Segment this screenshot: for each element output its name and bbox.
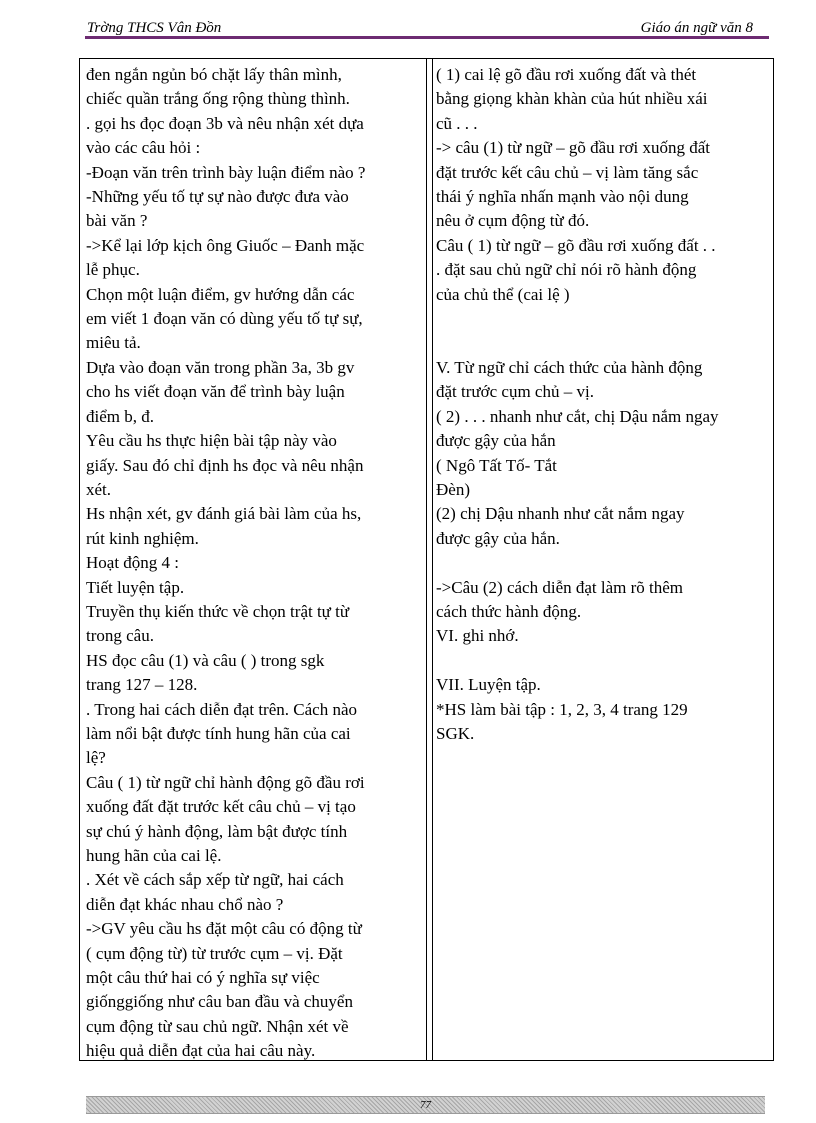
header-rule — [85, 36, 769, 39]
text-line: lệ? — [86, 748, 106, 768]
text-line: ->Kể lại lớp kịch ông Giuốc – Đanh mặc — [86, 235, 365, 255]
text-line: -Đoạn văn trên trình bày luận điểm nào ? — [86, 162, 366, 182]
page-footer — [86, 1096, 765, 1114]
text-line: VI. ghi nhớ. — [436, 626, 519, 646]
text-line: trong câu. — [86, 626, 154, 646]
text-line: giốnggiống như câu ban đầu và chuyển — [86, 992, 353, 1012]
text-line: rút kinh nghiệm. — [86, 528, 199, 548]
text-line: *HS làm bài tập : 1, 2, 3, 4 trang 129 — [436, 699, 688, 719]
text-line: ->Câu (2) cách diễn đạt làm rõ thêm — [436, 577, 684, 597]
page-header — [85, 18, 769, 38]
column-divider-inner — [432, 59, 433, 1060]
text-line: -> câu (1) từ ngữ – gõ đầu rơi xuống đất — [436, 138, 711, 158]
text-line: ( cụm động từ) từ trước cụm – vị. Đặt — [86, 943, 343, 963]
text-line: được gậy của hắn. — [436, 528, 560, 548]
text-line: ( 2) . . . nhanh như cắt, chị Dậu nắm ngay — [436, 406, 719, 426]
text-line: hung hãn của cai lệ. — [86, 846, 222, 865]
text-line: hiệu quả diễn đạt của hai câu này. — [86, 1041, 316, 1061]
text-line: giấy. Sau đó chỉ định hs đọc và nêu nhận — [86, 455, 364, 475]
text-line: điểm b, đ. — [86, 406, 154, 426]
text-line: xuống đất đặt trước kết câu chủ – vị tạo — [86, 797, 356, 817]
text-line: một câu thứ hai có ý nghĩa sự việc — [86, 968, 320, 988]
lesson-content-column — [436, 63, 766, 746]
text-line: Tiết luyện tập. — [86, 577, 185, 597]
text-line: đặt trước cụm chủ – vị. — [436, 382, 594, 402]
text-line: Chọn một luận điểm, gv hướng dẫn các — [86, 284, 355, 304]
text-line: miêu tả. — [86, 333, 141, 353]
text-line: vào các câu hỏi : — [86, 138, 201, 158]
text-line: trang 127 – 128. — [86, 675, 198, 695]
teacher-student-activities-column — [86, 63, 422, 1064]
text-line: của chủ thể (cai lệ ) — [436, 284, 570, 304]
text-line: đặt trước kết câu chủ – vị làm tăng sắc — [436, 162, 699, 182]
text-line: cụm động từ sau chủ ngữ. Nhận xét về — [86, 1016, 349, 1036]
text-line: VII. Luyện tập. — [436, 675, 541, 695]
text-line: cách thức hành động. — [436, 601, 582, 621]
text-line: Dựa vào đoạn văn trong phần 3a, 3b gv — [86, 357, 355, 377]
text-line: xét. — [86, 479, 112, 499]
text-line: thái ý nghĩa nhấn mạnh vào nội dung — [436, 187, 689, 207]
text-line: (2) chị Dậu nhanh như cắt nắm ngay — [436, 504, 685, 524]
text-line: bằng giọng khàn khàn của hút nhiều xái — [436, 89, 708, 109]
text-line: Truyền thụ kiến thức về chọn trật tự từ — [86, 601, 350, 621]
text-line — [436, 331, 766, 355]
text-line: diễn đạt khác nhau chổ nào ? — [86, 894, 284, 914]
text-line — [436, 307, 766, 331]
text-line: Hs nhận xét, gv đánh giá bài làm của hs, — [86, 504, 362, 524]
text-line — [436, 649, 766, 673]
lesson-table — [79, 58, 774, 1061]
text-line: Yêu cầu hs thực hiện bài tập này vào — [86, 431, 337, 451]
text-line: làm nổi bật được tính hung hãn của cai — [86, 723, 351, 743]
subject-title: Giáo án ngữ văn 8 — [640, 20, 753, 36]
text-line: em viết 1 đoạn văn có dùng yếu tố tự sự, — [86, 309, 363, 329]
text-line: Câu ( 1) từ ngữ chỉ hành động gõ đầu rơi — [86, 772, 365, 792]
text-line: được gậy của hắn — [436, 431, 556, 451]
text-line: . gọi hs đọc đoạn 3b và nêu nhận xét dựa — [86, 113, 364, 133]
text-line: -Những yếu tố tự sự nào được đưa vào — [86, 187, 349, 207]
text-line: SGK. — [436, 723, 475, 743]
text-line: Đèn) — [436, 479, 470, 499]
text-line: Câu ( 1) từ ngữ – gõ đầu rơi xuống đất . . — [436, 235, 716, 255]
page-number: 77 — [420, 1099, 431, 1111]
text-line: . Xét về cách sắp xếp từ ngữ, hai cách — [86, 870, 344, 890]
text-line: ( 1) cai lệ gõ đầu rơi xuống đất và thét — [436, 65, 697, 84]
text-line: lễ phục. — [86, 260, 140, 280]
school-name: Trờng THCS Vân Đồn — [87, 20, 222, 36]
text-line: . Trong hai cách diễn đạt trên. Cách nào — [86, 699, 357, 719]
text-line: chiếc quần trắng ống rộng thùng thình. — [86, 89, 350, 109]
text-line: cho hs viết đoạn văn để trình bày luận — [86, 382, 345, 402]
text-line: cũ . . . — [436, 113, 478, 133]
text-line: ( Ngô Tất Tố- Tắt — [436, 455, 557, 475]
text-line: Hoạt động 4 : — [86, 553, 180, 573]
text-line — [436, 551, 766, 575]
text-line: ->GV yêu cầu hs đặt một câu có động từ — [86, 919, 362, 939]
text-line: HS đọc câu (1) và câu ( ) trong sgk — [86, 650, 325, 670]
text-line: . đặt sau chủ ngữ chỉ nói rõ hành động — [436, 260, 697, 280]
text-line: nêu ở cụm động từ đó. — [436, 211, 590, 231]
column-divider — [426, 59, 427, 1060]
text-line: V. Từ ngữ chỉ cách thức của hành động — [436, 357, 703, 377]
text-line: bài văn ? — [86, 211, 148, 231]
text-line: đen ngắn ngủn bó chặt lấy thân mình, — [86, 65, 342, 84]
text-line: sự chú ý hành động, làm bật được tính — [86, 821, 348, 841]
